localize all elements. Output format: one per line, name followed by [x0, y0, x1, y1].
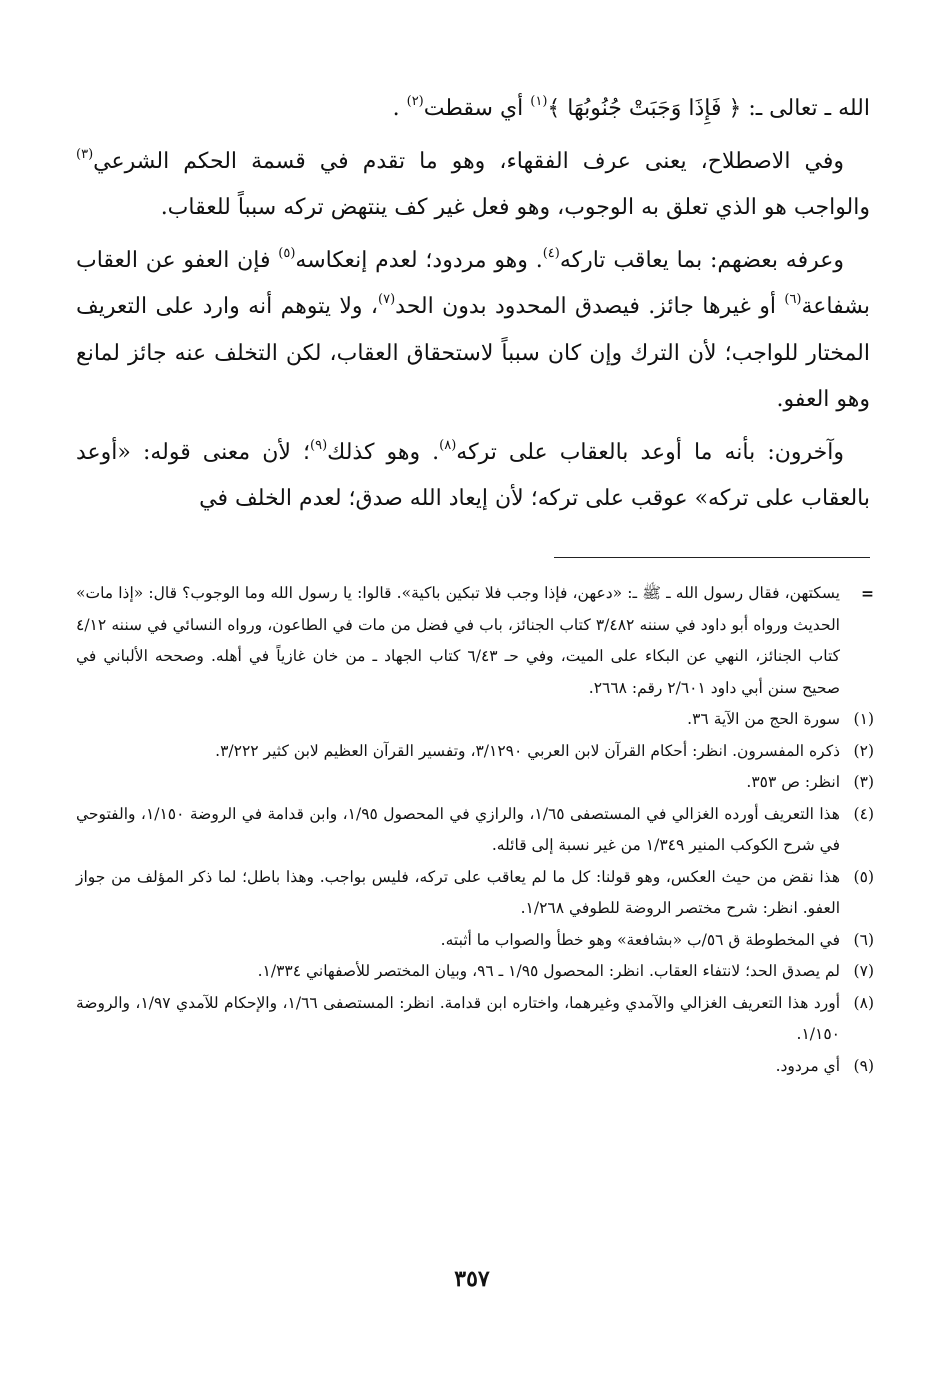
text-run: أي سقطت	[423, 96, 531, 121]
footnote-number: (١)	[853, 710, 874, 728]
text-run: وعرفه بعضهم: بما يعاقب تاركه	[559, 247, 844, 273]
footnote-ref[interactable]: (٩)	[310, 437, 328, 453]
footnote-continuation	[76, 578, 874, 704]
footnote-number: (٤)	[853, 804, 874, 823]
footnote-number: (٦)	[853, 930, 874, 949]
footnote-6	[76, 925, 874, 957]
footnote-number: (٧)	[853, 962, 874, 980]
footnote-text: أي مردود.	[775, 1056, 840, 1075]
text-run: وفي الاصطلاح، يعنى عرف الفقهاء، وهو ما تقدم في قسمة الحكم الشرعي	[93, 148, 844, 174]
footnote-ref[interactable]: (٢)	[406, 94, 424, 109]
paragraph-2	[76, 139, 870, 232]
footnote-text: هذا نقض من حيث العكس، وهو قولنا: كل ما لم يعاقب على تركه، فليس بواجب. وهذا باطل؛ لما ذكر المؤلف من جواز العفو. انظر: شرح مختصر الروضة للطوفي ١/٢٦٨.	[76, 867, 840, 917]
text-run: . وهو مردود؛ لعدم إنعكاسه	[295, 247, 543, 273]
text-run: .	[392, 96, 407, 121]
footnote-text: انظر: ص ٣٥٣.	[746, 773, 840, 791]
footnote-ref[interactable]: (٤)	[542, 245, 560, 261]
text-run: وآخرون: بأنه ما أوعد بالعقاب على تركه	[456, 439, 844, 465]
text-run: . وهو كذلك	[327, 439, 440, 465]
footnote-ref[interactable]: (٦)	[784, 292, 802, 307]
footnote-5	[76, 862, 874, 925]
footnotes	[76, 578, 874, 1082]
text-run: ؛ لأن معنى قوله: «أوعد بالعقاب على تركه» عوقب على تركه؛ لأن إيعاد الله صدق؛ لعدم الخلف في	[76, 439, 870, 511]
footnote-text: أورد هذا التعريف الغزالي والآمدي وغيرهما، واختاره ابن قدامة. انظر: المستصفى ١/٦٦، والإحكام للآمدي ١/٩٧، والروضة ١/١٥٠.	[76, 993, 840, 1043]
page-number: ٣٥٧	[454, 1266, 490, 1292]
footnote-separator	[554, 557, 870, 558]
footnote-text: هذا التعريف أورده الغزالي في المستصفى ١/٦٥، والرازي في المحصول ١/٩٥، وابن قدامة في الروضة ١/١٥٠، والفتوحي في شرح الكوكب المنير ١/٣٤٩ من غير نسبة إلى قائله.	[76, 804, 840, 854]
text-run: الله ـ تعالى ـ: ﴿ فَإِذَا وَجَبَتْ جُنُوبُهَا ﴾	[547, 96, 870, 121]
text-run: والواجب هو الذي تعلق به الوجوب، وهو فعل غير كف ينتهض تركه سبباً للعقاب.	[160, 195, 870, 220]
text-run: فإن العفو عن العقاب بشفاعة	[76, 247, 871, 319]
paragraph-1	[76, 86, 870, 133]
main-text	[76, 86, 870, 529]
footnote-ref[interactable]: (٥)	[278, 245, 296, 261]
paragraph-4	[76, 430, 870, 523]
footnote-4	[76, 799, 874, 862]
paragraph-3	[76, 238, 870, 424]
footnote-7	[76, 956, 874, 988]
footnote-ref[interactable]: (١)	[530, 94, 548, 109]
footnote-number: (٩)	[853, 1056, 874, 1075]
footnote-ref[interactable]: (٣)	[76, 146, 94, 162]
footnote-ref[interactable]: (٨)	[439, 437, 457, 453]
text-run: أو غيرها جائز. فيصدق المحدود بدون الحد	[395, 294, 785, 319]
continuation-mark: =	[861, 584, 874, 603]
footnote-text: لم يصدق الحد؛ لانتفاء العقاب. انظر: المحصول ١/٩٥ ـ ٩٦، وبيان المختصر للأصفهاني ١/٣٣٤.	[257, 962, 840, 980]
footnote-9	[76, 1051, 874, 1083]
footnote-text: سورة الحج من الآية ٣٦.	[687, 710, 840, 728]
text-run: ، ولا يتوهم أنه وارد على التعريف المختار للواجب؛ لأن الترك وإن كان سبباً لاستحقاق العقاب، لكن التخلف عنه جائز لمانع وهو العفو.	[76, 294, 870, 412]
footnote-number: (٨)	[853, 993, 874, 1012]
continuation-text: يسكتهن، فقال رسول الله ـ ﷺ ـ: «دعهن، فإذا وجب فلا تبكين باكية». قالوا: يا رسول الله وما الوجوب؟ قال: «إذا مات» الحديث ورواه أبو داود في سننه ٣/٤٨٢ كتاب الجنائز، باب في فضل من مات في الطاعون، ورواه النسائي في سننه ٤/١٢ كتاب الجنائز، النهي عن البكاء على الميت، وفي حـ ٦/٤٣ كتاب الجهاد ـ من خان غازياً في أهله. وصححه الألباني في صحيح سنن أبي داود ٢/٦٠١ رقم: ٢٦٦٨.	[76, 584, 840, 697]
footnote-8	[76, 988, 874, 1051]
footnote-text: ذكره المفسرون. انظر: أحكام القرآن لابن العربي ٣/١٢٩٠، وتفسير القرآن العظيم لابن كثير ٣/٢٢٢.	[215, 741, 840, 760]
footnote-number: (٣)	[853, 773, 874, 791]
footnote-ref[interactable]: (٧)	[378, 292, 396, 307]
footnote-text: في المخطوطة ق ٥٦/ب «بشافعة» وهو خطأ والصواب ما أثبته.	[440, 930, 840, 949]
footnote-2	[76, 736, 874, 768]
footnote-3	[76, 767, 874, 799]
footnote-number: (٥)	[853, 867, 874, 886]
footnote-1	[76, 704, 874, 736]
footnote-number: (٢)	[853, 741, 874, 760]
